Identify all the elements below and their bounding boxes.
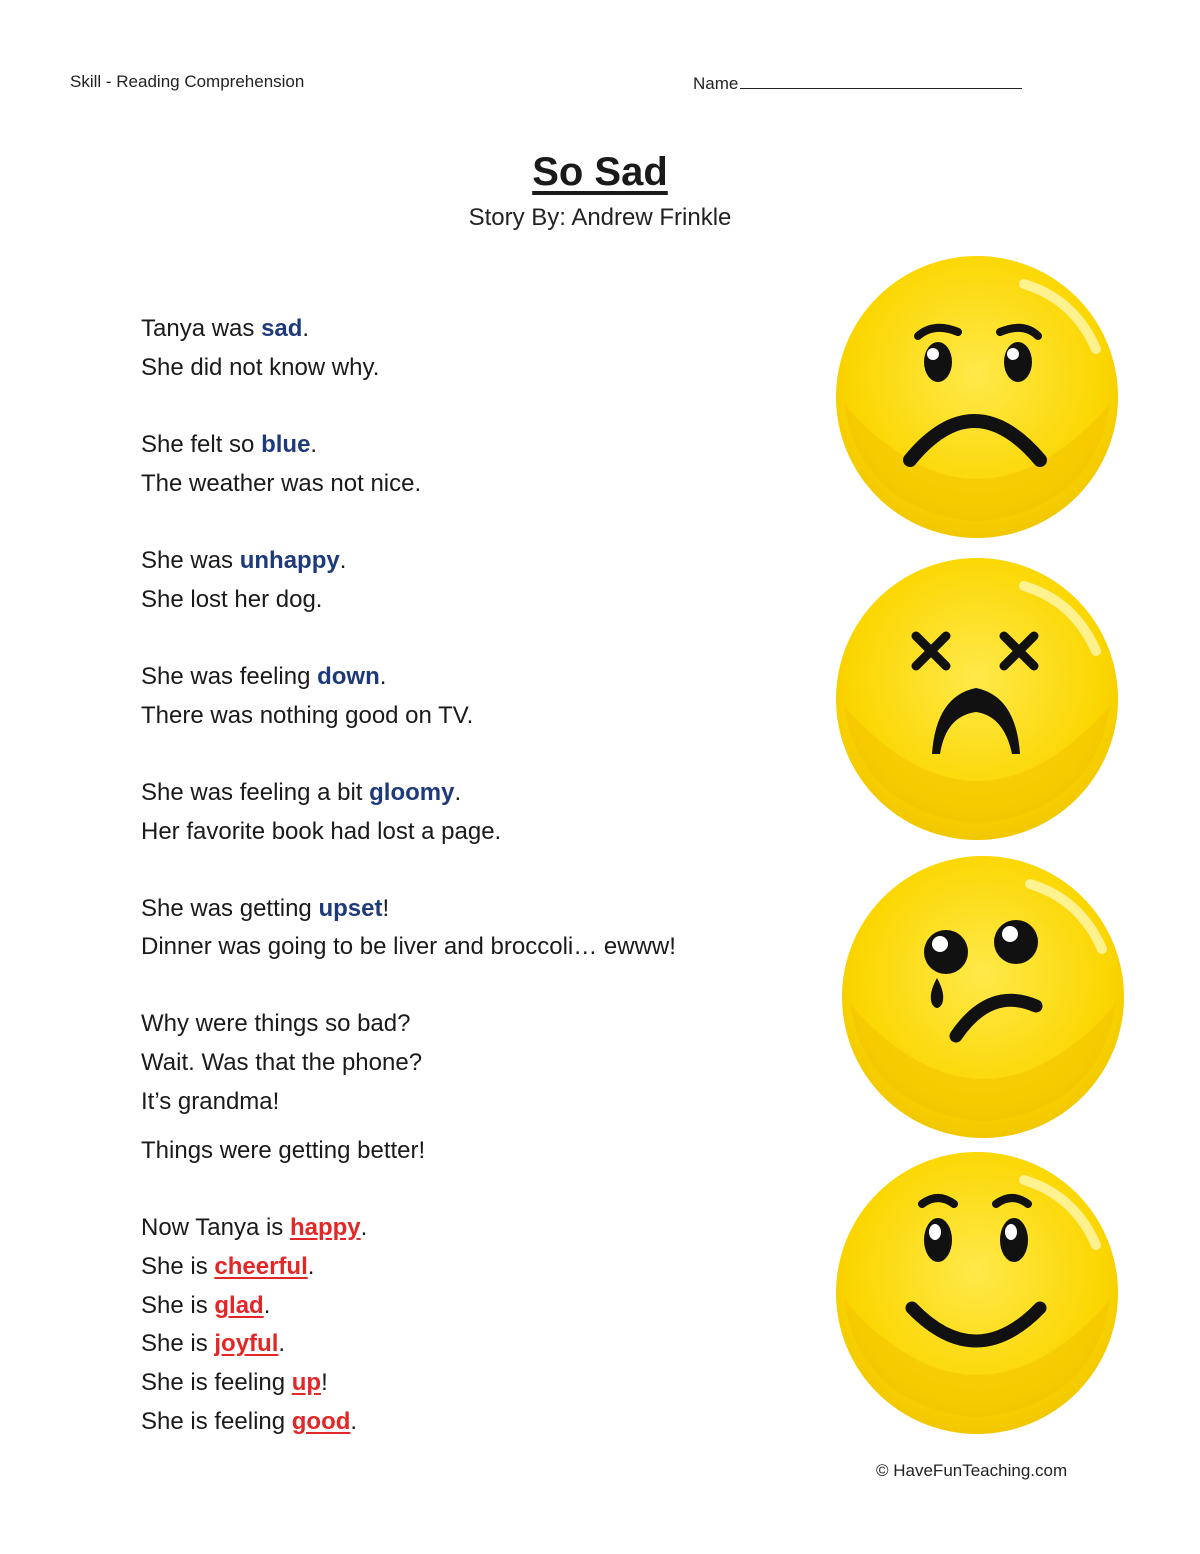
story-title: So Sad [532, 150, 668, 194]
keyword: upset [318, 895, 383, 922]
story-line: Tanya was sad. [141, 315, 310, 342]
crying-face-icon [840, 854, 1126, 1140]
frowning-face-icon [834, 254, 1120, 540]
story-line: She is feeling up! [141, 1369, 328, 1396]
story-line: She was feeling a bit gloomy. [141, 779, 462, 806]
story-line: She is cheerful. [141, 1253, 315, 1280]
story-line: She was getting upset! [141, 895, 390, 922]
keyword: down [317, 663, 380, 690]
name-field [693, 72, 1022, 94]
name-label: Name [693, 74, 739, 93]
keyword: gloomy [369, 779, 455, 806]
story-line: She is joyful. [141, 1330, 286, 1357]
dizzy-sad-face-icon [834, 556, 1120, 842]
story-line: There was nothing good on TV. [141, 702, 474, 729]
smiling-face-icon [834, 1150, 1120, 1436]
happy-keyword: happy [289, 1214, 361, 1241]
story-line: She did not know why. [141, 354, 380, 381]
story-line: Wait. Was that the phone? [141, 1049, 423, 1076]
story-line: She is glad. [141, 1292, 271, 1319]
keyword: unhappy [239, 547, 340, 574]
story-line: She was feeling down. [141, 663, 387, 690]
keyword: blue [261, 431, 311, 458]
story-line: Why were things so bad? [141, 1010, 411, 1037]
story-line: Things were getting better! [141, 1137, 426, 1164]
copyright-footer: © HaveFunTeaching.com [876, 1461, 1068, 1480]
story-line: The weather was not nice. [141, 470, 422, 497]
happy-keyword: up [291, 1369, 322, 1396]
skill-label: Skill - Reading Comprehension [70, 72, 305, 91]
story-line: It’s grandma! [141, 1088, 280, 1115]
story-line: She lost her dog. [141, 586, 323, 613]
happy-keyword: cheerful [214, 1253, 308, 1280]
story-line: Dinner was going to be liver and broccoli… ewww! [141, 933, 676, 960]
story-line: She felt so blue. [141, 431, 318, 458]
keyword: sad [261, 315, 303, 342]
story-line: Now Tanya is happy. [141, 1214, 368, 1241]
story-byline: Story By: Andrew Frinkle [468, 204, 732, 231]
name-blank-line [740, 72, 1022, 89]
story-line: She was unhappy. [141, 547, 347, 574]
story-line: Her favorite book had lost a page. [141, 818, 502, 845]
story-line: She is feeling good. [141, 1408, 358, 1435]
happy-keyword: good [291, 1408, 351, 1435]
happy-keyword: glad [214, 1292, 264, 1319]
happy-keyword: joyful [214, 1330, 279, 1357]
